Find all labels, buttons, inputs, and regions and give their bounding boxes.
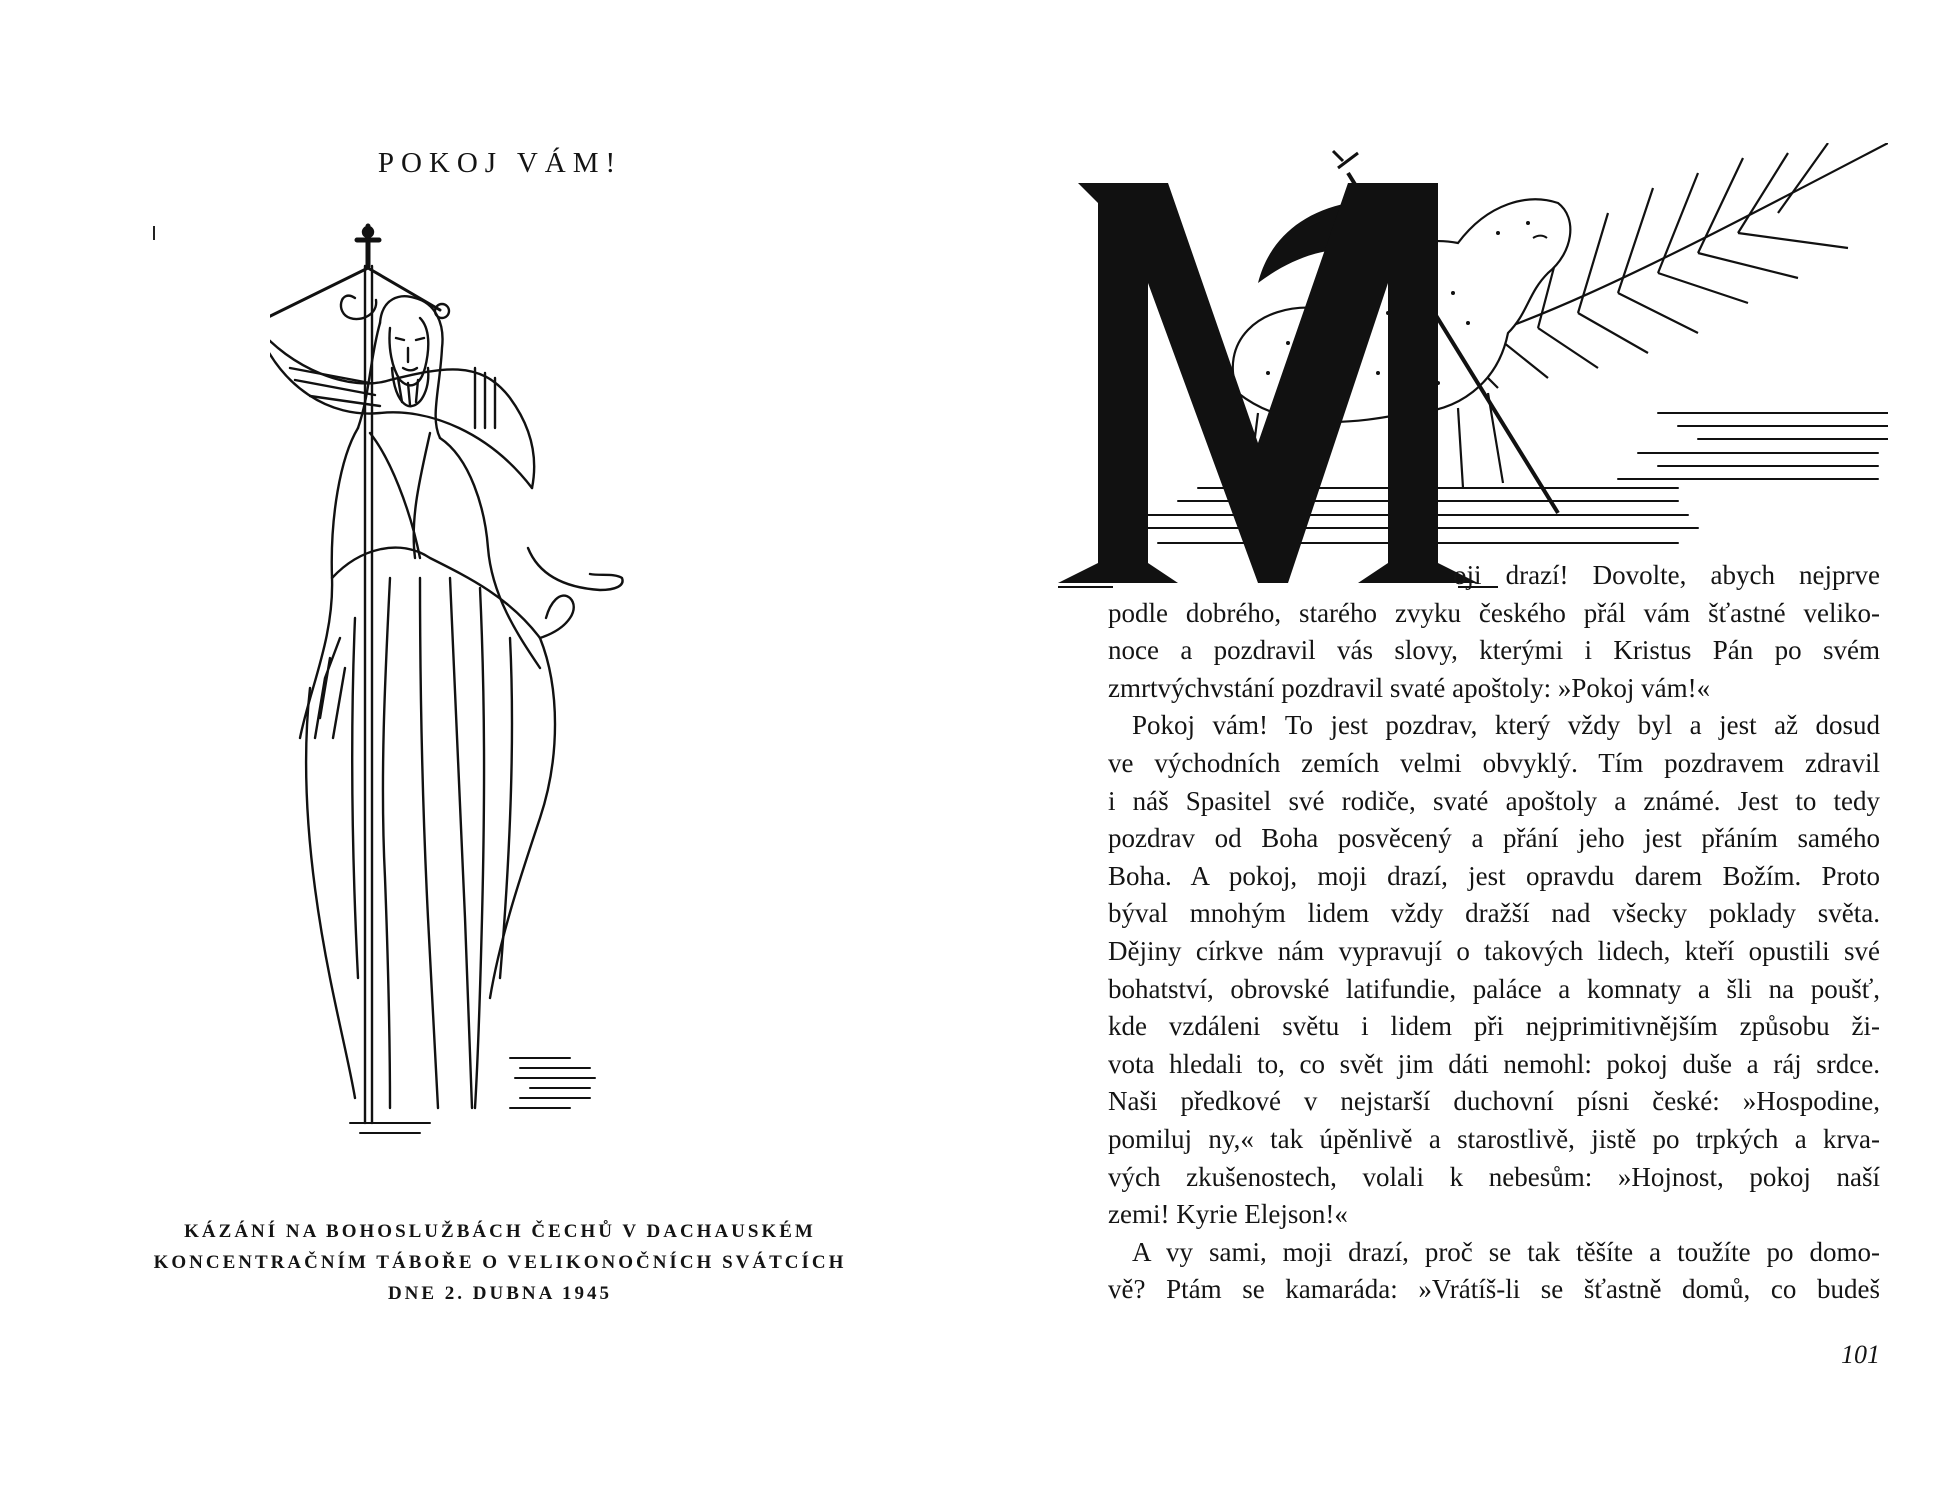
text-line: vě? Ptám se kamaráda: »Vrátíš-li se šťastně domů, co budeš [1108, 1274, 1880, 1305]
text-line: podle dobrého, starého zvyku českého přál vám šťastné veliko- [1108, 597, 1880, 628]
text-line: Pokoj vám! To jest pozdrav, který vždy byl a jest až dosud [1132, 710, 1880, 741]
text-line: pomiluj ny,« tak úpěnlivě a starostlivě, jistě po trpkých a krva- [1108, 1123, 1880, 1154]
text-line: zemi! Kyrie Elejson!« [1108, 1199, 1348, 1230]
text-line: vota hledali to, co svět jim dáti nemohl: pokoj duše a ráj srdce. [1108, 1048, 1880, 1079]
text-line: kde vzdáleni světu i lidem při nejprimitivnějším způsobu ži- [1108, 1011, 1880, 1042]
caption-line: KÁZÁNÍ NA BOHOSLUŽBÁCH ČECHŮ V DACHAUSKÉM [184, 1221, 816, 1242]
text-line: i náš Spasitel své rodiče, svaté apoštoly a známé. Jest to tedy [1108, 785, 1880, 816]
risen-christ-with-banner-illustration [270, 218, 745, 1158]
text-line: vých zkušenostech, volali k nebesům: »Hojnost, pokoj naší [1108, 1161, 1880, 1192]
text-line: Boha. A pokoj, moji drazí, jest opravdu darem Božím. Proto [1108, 860, 1880, 891]
text-line: ve východních zemích velmi obvyklý. Tím pozdravem zdravil [1108, 747, 1880, 778]
text-line: pozdrav od Boha posvěcený a přání jeho jest přáním samého [1108, 823, 1880, 854]
text-line: oji drazí! Dovolte, abych nejprve [1453, 560, 1880, 590]
text-line: Dějiny církve nám vypravují o takových lidech, kteří opustili své [1108, 935, 1880, 966]
page-number: 101 [1841, 1340, 1880, 1369]
text-line: zmrtvýchvstání pozdravil svaté apoštoly: »Pokoj vám!« [1108, 672, 1711, 703]
sermon-body-text [1108, 557, 1880, 1309]
text-line: Naši předkové v nejstarší duchovní písni české: »Hospodine, [1108, 1086, 1880, 1117]
text-line: noce a pozdravil vás slovy, kterými i Kristus Pán po svém [1108, 635, 1880, 666]
text-line: A vy sami, moji drazí, proč se tak těšíte a toužíte po domo- [1132, 1236, 1880, 1267]
initial-letter: M [1058, 143, 1059, 144]
text-line: býval mnohým lidem vždy dražší nad všecky poklady světa. [1108, 898, 1880, 929]
sermon-title: POKOJ VÁM! [377, 147, 623, 179]
margin-mark [153, 226, 155, 240]
text-line: bohatství, obrovské latifundie, paláce a komnaty a šli na poušť, [1108, 973, 1880, 1004]
illustration-caption [100, 1216, 900, 1309]
lamb-with-palm-and-banner-illustration [1058, 143, 1888, 588]
caption-line: KONCENTRAČNÍM TÁBOŘE O VELIKONOČNÍCH SVÁTCÍCH [153, 1252, 847, 1273]
caption-line: DNE 2. DUBNA 1945 [387, 1283, 613, 1304]
